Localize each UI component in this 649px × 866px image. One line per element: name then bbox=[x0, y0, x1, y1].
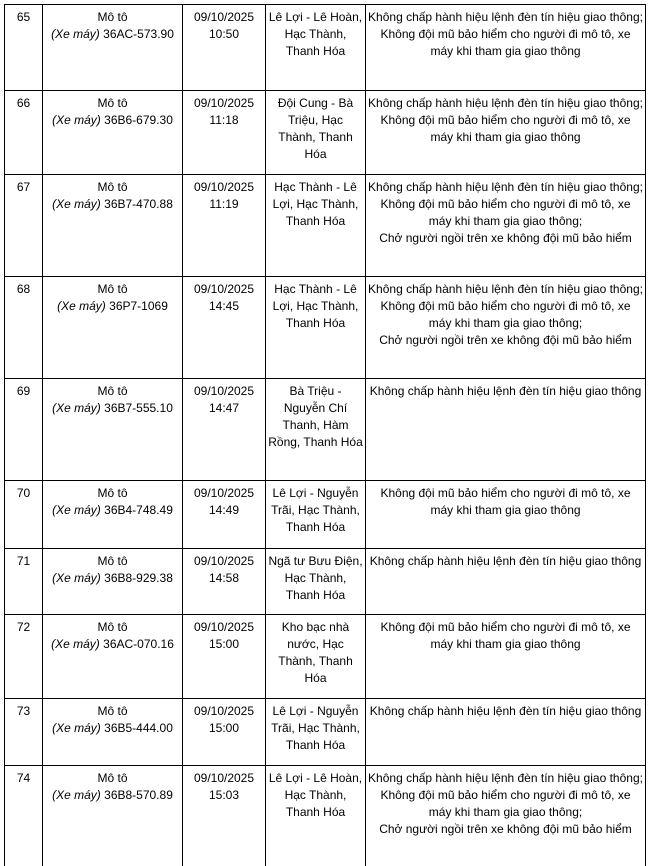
vehicle-type: Mô tô bbox=[97, 384, 128, 398]
table-row bbox=[5, 481, 646, 549]
row-number: 68 bbox=[5, 277, 43, 379]
violation-item: Không chấp hành hiệu lệnh đèn tín hiệu giao thông; bbox=[368, 96, 643, 110]
violation-item: Không chấp hành hiệu lệnh đèn tín hiệu giao thông; bbox=[368, 282, 643, 296]
violation-cell bbox=[366, 5, 646, 91]
date: 09/10/2025 bbox=[193, 10, 255, 24]
datetime-cell bbox=[183, 481, 266, 549]
license-plate: 36B8-929.38 bbox=[104, 571, 173, 585]
violation-cell bbox=[366, 91, 646, 175]
vehicle-cell bbox=[43, 379, 183, 481]
vehicle-subtype: (Xe máy) bbox=[52, 113, 101, 127]
vehicle-subtype: (Xe máy) bbox=[52, 197, 101, 211]
vehicle-subtype: (Xe máy) bbox=[52, 721, 101, 735]
violation-item: Không đội mũ bảo hiểm cho người đi mô tô, xe máy khi tham gia giao thông bbox=[380, 620, 631, 651]
location-cell: Lê Lợi - Lê Hoàn, Hạc Thành, Thanh Hóa bbox=[266, 5, 366, 91]
vehicle-type: Mô tô bbox=[97, 554, 128, 568]
vehicle-type: Mô tô bbox=[97, 180, 128, 194]
date: 09/10/2025 bbox=[193, 180, 255, 194]
vehicle-cell bbox=[43, 5, 183, 91]
datetime-cell bbox=[183, 379, 266, 481]
location-cell: Bà Triệu - Nguyễn Chí Thanh, Hàm Rồng, Thanh Hóa bbox=[266, 379, 366, 481]
violation-cell bbox=[366, 379, 646, 481]
violation-item: Không chấp hành hiệu lệnh đèn tín hiệu giao thông bbox=[369, 384, 642, 398]
time: 15:00 bbox=[208, 637, 240, 651]
location-cell: Kho bạc nhà nước, Hạc Thành, Thanh Hóa bbox=[266, 615, 366, 699]
vehicle-subtype: (Xe máy) bbox=[52, 401, 101, 415]
license-plate: 36B4-748.49 bbox=[104, 503, 173, 517]
table-row bbox=[5, 549, 646, 615]
location-cell: Lê Lợi - Nguyễn Trãi, Hạc Thành, Thanh Hóa bbox=[266, 481, 366, 549]
table-row bbox=[5, 379, 646, 481]
violation-cell bbox=[366, 549, 646, 615]
time: 10:50 bbox=[208, 27, 240, 41]
datetime-cell bbox=[183, 175, 266, 277]
license-plate: 36B7-555.10 bbox=[104, 401, 173, 415]
date: 09/10/2025 bbox=[193, 486, 255, 500]
vehicle-cell bbox=[43, 549, 183, 615]
vehicle-type: Mô tô bbox=[97, 10, 128, 24]
license-plate: 36AC-573.90 bbox=[103, 27, 174, 41]
time: 14:49 bbox=[208, 503, 240, 517]
license-plate: 36P7-1069 bbox=[109, 299, 168, 313]
violation-item: Không chấp hành hiệu lệnh đèn tín hiệu giao thông bbox=[369, 554, 642, 568]
row-number: 66 bbox=[5, 91, 43, 175]
vehicle-type: Mô tô bbox=[97, 771, 128, 785]
violation-cell bbox=[366, 175, 646, 277]
time: 15:00 bbox=[208, 721, 240, 735]
vehicle-subtype: (Xe máy) bbox=[52, 571, 101, 585]
violation-cell bbox=[366, 699, 646, 766]
vehicle-cell bbox=[43, 91, 183, 175]
vehicle-subtype: (Xe máy) bbox=[51, 27, 100, 41]
vehicle-type: Mô tô bbox=[97, 282, 128, 296]
vehicle-cell bbox=[43, 481, 183, 549]
license-plate: 36B7-470.88 bbox=[104, 197, 173, 211]
row-number: 73 bbox=[5, 699, 43, 766]
datetime-cell bbox=[183, 615, 266, 699]
vehicle-subtype: (Xe máy) bbox=[51, 637, 100, 651]
row-number: 65 bbox=[5, 5, 43, 91]
vehicle-type: Mô tô bbox=[97, 486, 128, 500]
time: 14:47 bbox=[208, 401, 240, 415]
location-cell: Đội Cung - Bà Triệu, Hạc Thành, Thanh Hóa bbox=[266, 91, 366, 175]
table-row bbox=[5, 5, 646, 91]
violation-item: Chở người ngồi trên xe không đội mũ bảo hiểm bbox=[379, 231, 632, 245]
datetime-cell bbox=[183, 5, 266, 91]
violation-item: Chở người ngồi trên xe không đội mũ bảo hiểm bbox=[379, 822, 632, 836]
vehicle-type: Mô tô bbox=[97, 704, 128, 718]
date: 09/10/2025 bbox=[193, 771, 255, 785]
violation-item: Không đội mũ bảo hiểm cho người đi mô tô, xe máy khi tham gia giao thông; bbox=[380, 788, 631, 819]
vehicle-subtype: (Xe máy) bbox=[52, 503, 101, 517]
violation-cell bbox=[366, 481, 646, 549]
vehicle-cell bbox=[43, 766, 183, 866]
time: 14:45 bbox=[208, 299, 240, 313]
date: 09/10/2025 bbox=[193, 620, 255, 634]
violation-item: Không đội mũ bảo hiểm cho người đi mô tô, xe máy khi tham gia giao thông bbox=[380, 113, 631, 144]
violations-table bbox=[4, 4, 646, 866]
violation-item: Không đội mũ bảo hiểm cho người đi mô tô, xe máy khi tham gia giao thông bbox=[380, 27, 631, 58]
time: 14:58 bbox=[208, 571, 240, 585]
location-cell: Lê Lợi - Nguyễn Trãi, Hạc Thành, Thanh Hóa bbox=[266, 699, 366, 766]
row-number: 70 bbox=[5, 481, 43, 549]
location-cell: Ngã tư Bưu Điện, Hạc Thành, Thanh Hóa bbox=[266, 549, 366, 615]
license-plate: 36B6-679.30 bbox=[104, 113, 173, 127]
row-number: 72 bbox=[5, 615, 43, 699]
vehicle-cell bbox=[43, 699, 183, 766]
datetime-cell bbox=[183, 91, 266, 175]
location-cell: Lê Lợi - Lê Hoàn, Hạc Thành, Thanh Hóa bbox=[266, 766, 366, 866]
violation-item: Không đội mũ bảo hiểm cho người đi mô tô, xe máy khi tham gia giao thông; bbox=[380, 197, 631, 228]
location-cell: Hạc Thành - Lê Lợi, Hạc Thành, Thanh Hóa bbox=[266, 277, 366, 379]
row-number: 74 bbox=[5, 766, 43, 866]
vehicle-subtype: (Xe máy) bbox=[57, 299, 106, 313]
violation-item: Chở người ngồi trên xe không đội mũ bảo hiểm bbox=[379, 333, 632, 347]
date: 09/10/2025 bbox=[193, 554, 255, 568]
table-row bbox=[5, 766, 646, 866]
table-row bbox=[5, 699, 646, 766]
violation-item: Không đội mũ bảo hiểm cho người đi mô tô, xe máy khi tham gia giao thông bbox=[380, 486, 631, 517]
vehicle-subtype: (Xe máy) bbox=[52, 788, 101, 802]
row-number: 67 bbox=[5, 175, 43, 277]
location-cell: Hạc Thành - Lê Lợi, Hạc Thành, Thanh Hóa bbox=[266, 175, 366, 277]
table-row bbox=[5, 277, 646, 379]
violation-cell bbox=[366, 766, 646, 866]
violation-item: Không chấp hành hiệu lệnh đèn tín hiệu giao thông bbox=[369, 704, 642, 718]
violation-item: Không chấp hành hiệu lệnh đèn tín hiệu giao thông; bbox=[368, 771, 643, 785]
date: 09/10/2025 bbox=[193, 282, 255, 296]
violation-item: Không chấp hành hiệu lệnh đèn tín hiệu giao thông; bbox=[368, 180, 643, 194]
violation-cell bbox=[366, 277, 646, 379]
table-row bbox=[5, 175, 646, 277]
vehicle-cell bbox=[43, 615, 183, 699]
violation-item: Không đội mũ bảo hiểm cho người đi mô tô, xe máy khi tham gia giao thông; bbox=[380, 299, 631, 330]
row-number: 69 bbox=[5, 379, 43, 481]
datetime-cell bbox=[183, 699, 266, 766]
table-row bbox=[5, 91, 646, 175]
license-plate: 36B8-570.89 bbox=[104, 788, 173, 802]
license-plate: 36AC-070.16 bbox=[103, 637, 174, 651]
table-row bbox=[5, 615, 646, 699]
date: 09/10/2025 bbox=[193, 384, 255, 398]
datetime-cell bbox=[183, 766, 266, 866]
vehicle-type: Mô tô bbox=[97, 620, 128, 634]
time: 11:18 bbox=[209, 113, 239, 127]
date: 09/10/2025 bbox=[193, 96, 255, 110]
vehicle-cell bbox=[43, 175, 183, 277]
datetime-cell bbox=[183, 549, 266, 615]
vehicle-type: Mô tô bbox=[97, 96, 128, 110]
datetime-cell bbox=[183, 277, 266, 379]
date: 09/10/2025 bbox=[193, 704, 255, 718]
time: 11:19 bbox=[209, 197, 239, 211]
violation-item: Không chấp hành hiệu lệnh đèn tín hiệu giao thông; bbox=[368, 10, 643, 24]
license-plate: 36B5-444.00 bbox=[104, 721, 173, 735]
violation-cell bbox=[366, 615, 646, 699]
vehicle-cell bbox=[43, 277, 183, 379]
time: 15:03 bbox=[208, 788, 240, 802]
row-number: 71 bbox=[5, 549, 43, 615]
